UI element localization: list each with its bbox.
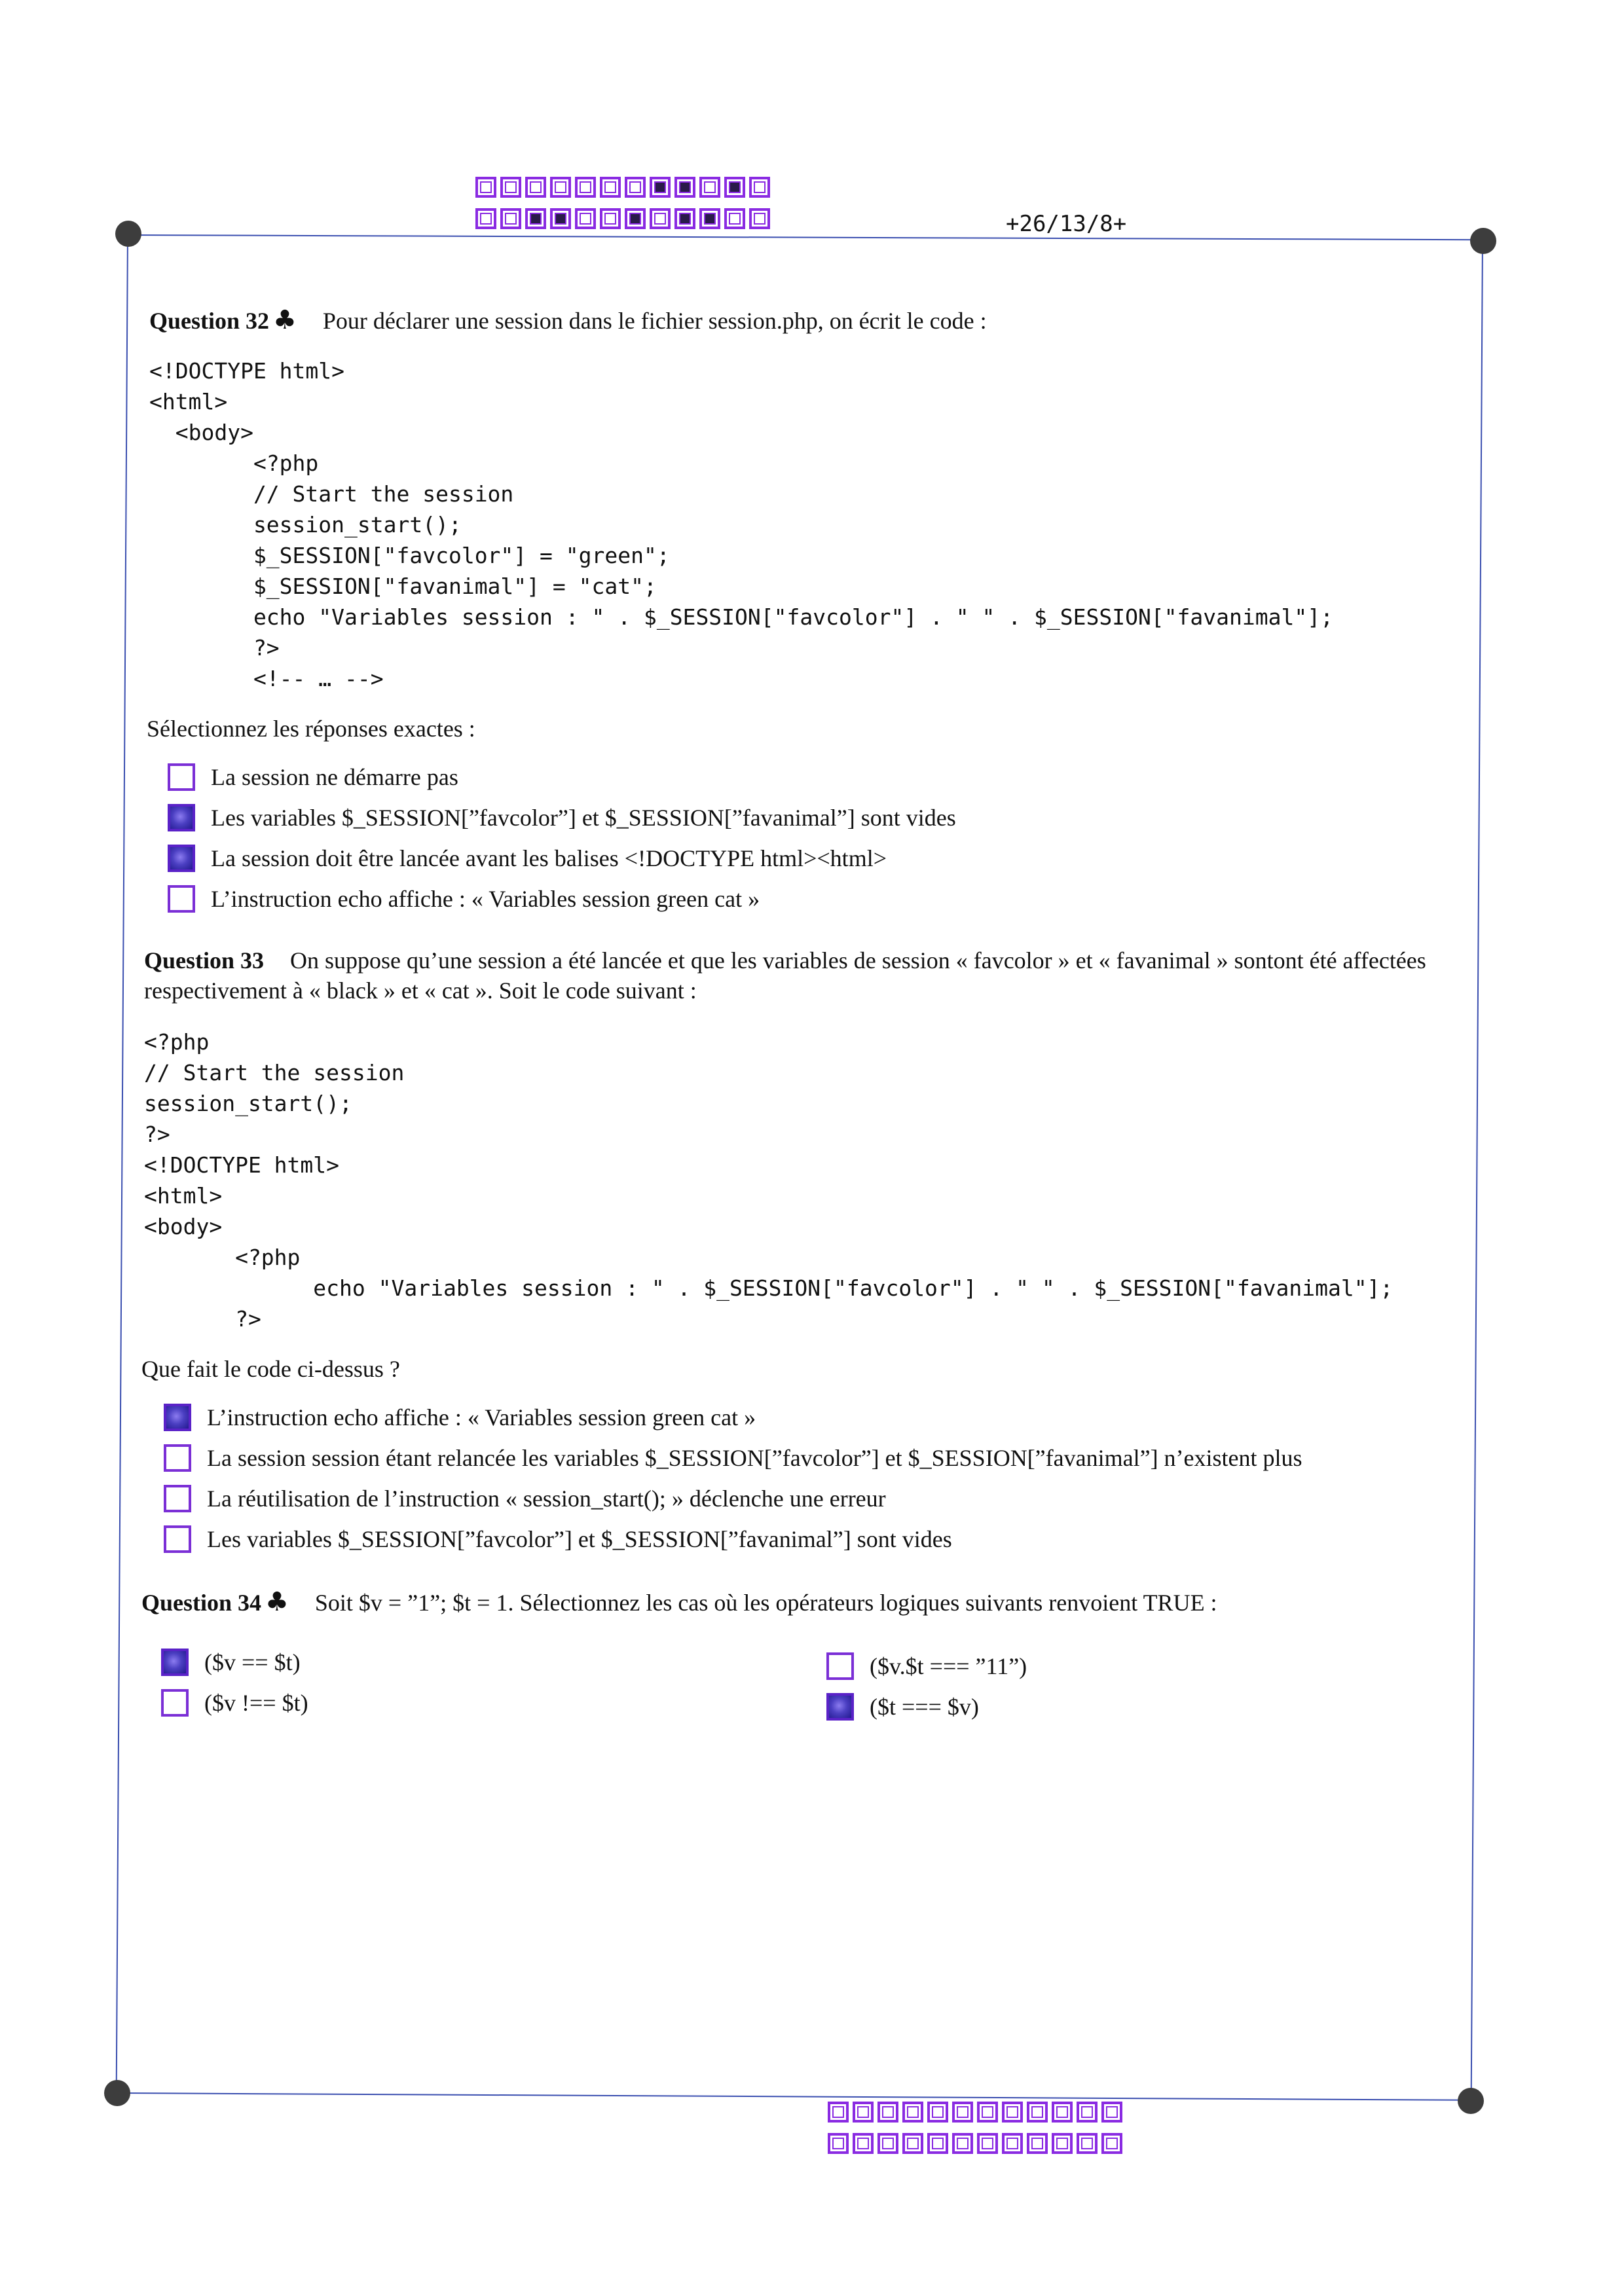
q33-answer-3[interactable] bbox=[164, 1485, 886, 1512]
code-cell bbox=[1052, 2133, 1073, 2154]
question-33-prompt: Que fait le code ci-dessus ? bbox=[141, 1356, 400, 1382]
question-label: Question 33 bbox=[144, 947, 265, 974]
code-cell bbox=[1077, 2102, 1098, 2123]
corner-marker-bottom-left bbox=[104, 2080, 130, 2106]
code-cell bbox=[1027, 2133, 1048, 2154]
code-cell bbox=[977, 2102, 998, 2123]
answer-label: L’instruction echo affiche : « Variables session green cat » bbox=[207, 1404, 756, 1430]
bottom-code-strip-1 bbox=[828, 2102, 1126, 2123]
q32-answer-4[interactable] bbox=[168, 885, 760, 913]
checkbox[interactable] bbox=[161, 1649, 189, 1676]
code-cell bbox=[575, 208, 596, 229]
question-32-heading bbox=[149, 305, 987, 335]
answer-label: La session session étant relancée les variables $_SESSION[”favcolor”] et $_SESSION[”favanimal”] n’existent plus bbox=[207, 1445, 1302, 1471]
question-text: Pour déclarer une session dans le fichier session.php, on écrit le code : bbox=[322, 308, 987, 334]
code-cell bbox=[500, 208, 521, 229]
frame-left-line bbox=[116, 236, 128, 2092]
code-cell bbox=[902, 2133, 923, 2154]
code-cell bbox=[600, 208, 621, 229]
checkbox[interactable] bbox=[826, 1652, 854, 1680]
question-32-code: <!DOCTYPE html> <html> <body> <?php // Start the session session_start(); $_SESSION["favcolor"] = "green"; $_SESSION["favanimal"] = "cat"; echo "Variables session : " . $_SESSION["favcolor"] . " " . $_SESSION["favanimal"]; ?> <!-- … --> bbox=[149, 358, 1333, 691]
code-cell bbox=[853, 2133, 874, 2154]
checkbox[interactable] bbox=[168, 885, 195, 913]
code-cell bbox=[475, 208, 496, 229]
code-cell bbox=[749, 177, 770, 198]
answer-label: ($v !== $t) bbox=[204, 1690, 308, 1716]
checkbox[interactable] bbox=[161, 1689, 189, 1717]
code-cell bbox=[724, 208, 745, 229]
code-cell bbox=[1002, 2133, 1023, 2154]
club-icon: ♣ bbox=[273, 305, 297, 335]
q34-answer-3[interactable] bbox=[826, 1652, 1027, 1680]
answer-label: Les variables $_SESSION[”favcolor”] et $_SESSION[”favanimal”] sont vides bbox=[211, 805, 956, 831]
checkbox[interactable] bbox=[168, 804, 195, 831]
code-cell bbox=[674, 177, 695, 198]
code-cell bbox=[1101, 2102, 1122, 2123]
code-cell bbox=[927, 2133, 948, 2154]
code-cell bbox=[853, 2102, 874, 2123]
frame-top-line bbox=[128, 234, 1477, 240]
question-33-heading bbox=[144, 945, 1467, 1006]
answer-label: ($t === $v) bbox=[870, 1694, 979, 1720]
code-cell bbox=[550, 177, 571, 198]
q33-answer-1[interactable] bbox=[164, 1404, 756, 1431]
top-code-strip-1 bbox=[475, 177, 774, 198]
bottom-code-strip-2 bbox=[828, 2133, 1126, 2154]
corner-marker-bottom-right bbox=[1458, 2088, 1484, 2114]
code-cell bbox=[650, 208, 671, 229]
question-34-heading bbox=[141, 1587, 1217, 1617]
code-cell bbox=[902, 2102, 923, 2123]
code-cell bbox=[475, 177, 496, 198]
code-cell bbox=[699, 208, 720, 229]
code-cell bbox=[724, 177, 745, 198]
question-32-prompt: Sélectionnez les réponses exactes : bbox=[147, 716, 475, 742]
code-cell bbox=[877, 2133, 898, 2154]
checkbox[interactable] bbox=[826, 1693, 854, 1721]
checkbox[interactable] bbox=[164, 1404, 191, 1431]
code-cell bbox=[674, 208, 695, 229]
code-cell bbox=[828, 2133, 849, 2154]
page-id: +26/13/8+ bbox=[1006, 211, 1127, 237]
code-cell bbox=[1002, 2102, 1023, 2123]
code-cell bbox=[828, 2102, 849, 2123]
answer-label: ($v == $t) bbox=[204, 1649, 301, 1675]
q32-answer-1[interactable] bbox=[168, 763, 458, 791]
q32-answer-3[interactable] bbox=[168, 845, 887, 872]
code-cell bbox=[877, 2102, 898, 2123]
code-cell bbox=[500, 177, 521, 198]
code-cell bbox=[650, 177, 671, 198]
code-cell bbox=[1052, 2102, 1073, 2123]
q32-answer-2[interactable] bbox=[168, 804, 956, 831]
code-cell bbox=[575, 177, 596, 198]
q33-answer-2[interactable] bbox=[164, 1444, 1302, 1472]
question-text: Soit $v = ”1”; $t = 1. Sélectionnez les cas où les opérateurs logiques suivants renvoient TRUE : bbox=[314, 1590, 1217, 1616]
question-label: Question 34 bbox=[141, 1590, 262, 1616]
answer-label: Les variables $_SESSION[”favcolor”] et $_SESSION[”favanimal”] sont vides bbox=[207, 1526, 952, 1552]
code-cell bbox=[525, 177, 546, 198]
question-label: Question 32 bbox=[149, 308, 270, 334]
corner-marker-top-right bbox=[1470, 228, 1496, 254]
checkbox[interactable] bbox=[164, 1485, 191, 1512]
answer-label: La session ne démarre pas bbox=[211, 764, 458, 790]
question-text: On suppose qu’une session a été lancée et que les variables de session « favcolor » et « favanimal » sontont été affectées respectivement à « black » et « cat ». Soit le code suivant : bbox=[144, 947, 1426, 1004]
q34-answer-4[interactable] bbox=[826, 1693, 979, 1721]
answer-label: La réutilisation de l’instruction « session_start(); » déclenche une erreur bbox=[207, 1485, 886, 1512]
code-cell bbox=[927, 2102, 948, 2123]
code-cell bbox=[1101, 2133, 1122, 2154]
answer-label: L’instruction echo affiche : « Variables session green cat » bbox=[211, 886, 760, 912]
q34-answer-2[interactable] bbox=[161, 1689, 308, 1717]
top-code-strip-2 bbox=[475, 208, 774, 229]
q34-answer-1[interactable] bbox=[161, 1649, 301, 1676]
code-cell bbox=[699, 177, 720, 198]
checkbox[interactable] bbox=[168, 763, 195, 791]
answer-label: La session doit être lancée avant les balises <!DOCTYPE html><html> bbox=[211, 845, 887, 871]
answer-label: ($v.$t === ”11”) bbox=[870, 1653, 1027, 1679]
code-cell bbox=[600, 177, 621, 198]
checkbox[interactable] bbox=[168, 845, 195, 872]
corner-marker-top-left bbox=[115, 221, 141, 247]
q33-answer-4[interactable] bbox=[164, 1525, 952, 1553]
checkbox[interactable] bbox=[164, 1525, 191, 1553]
frame-bottom-line bbox=[117, 2092, 1467, 2101]
code-cell bbox=[550, 208, 571, 229]
frame-right-line bbox=[1471, 241, 1483, 2098]
code-cell bbox=[1027, 2102, 1048, 2123]
code-cell bbox=[952, 2133, 973, 2154]
club-icon: ♣ bbox=[265, 1587, 289, 1617]
code-cell bbox=[625, 208, 646, 229]
question-33-code: <?php // Start the session session_start(); ?> <!DOCTYPE html> <html> <body> <?php echo "Variables session : " . $_SESSION["favcolor"] . " " . $_SESSION["favanimal"]; ?> bbox=[144, 1029, 1393, 1332]
code-cell bbox=[625, 177, 646, 198]
checkbox[interactable] bbox=[164, 1444, 191, 1472]
code-cell bbox=[1077, 2133, 1098, 2154]
code-cell bbox=[525, 208, 546, 229]
code-cell bbox=[952, 2102, 973, 2123]
code-cell bbox=[977, 2133, 998, 2154]
code-cell bbox=[749, 208, 770, 229]
